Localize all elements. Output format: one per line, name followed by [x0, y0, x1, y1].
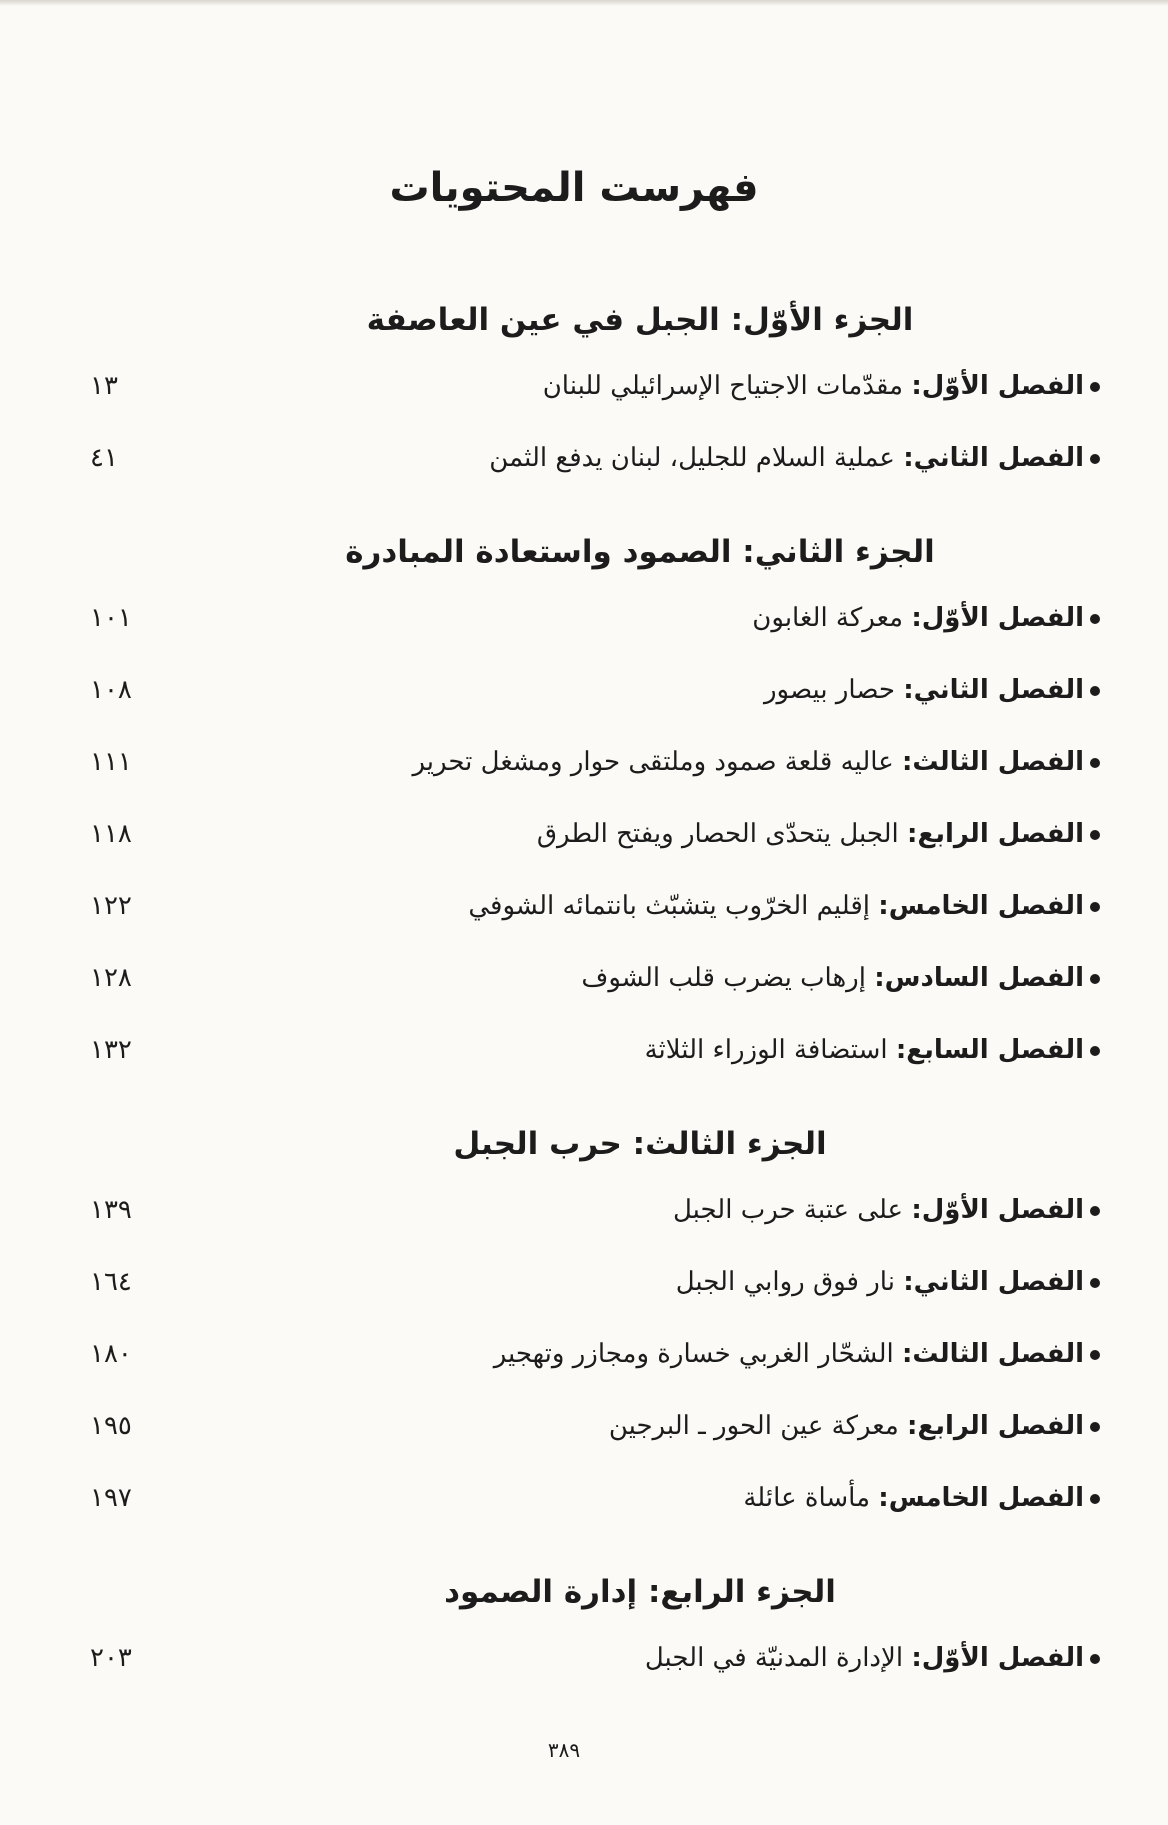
chapter-text — [676, 1267, 1100, 1297]
chapter-label: الفصل الأوّل: — [911, 1643, 1084, 1673]
chapter-entry — [90, 350, 1100, 422]
chapter-page: ١٠١ — [90, 603, 132, 633]
chapter-title: الشحّار الغربي خسارة ومجازر وتهجير — [493, 1339, 894, 1369]
chapter-entry — [90, 582, 1100, 654]
part-title: الجزء الأوّل: الجبل في عين العاصفة — [366, 302, 914, 338]
chapter-title: معركة عين الحور ـ البرجين — [608, 1411, 899, 1441]
chapter-title: استضافة الوزراء الثلاثة — [644, 1035, 888, 1065]
page-title: فهرست المحتويات — [389, 165, 759, 211]
chapter-title: حصار بيصور — [763, 675, 895, 705]
chapter-text — [581, 963, 1100, 993]
chapter-page: ١٠٨ — [90, 675, 132, 705]
chapter-page: ٤١ — [90, 443, 118, 473]
chapter-label: الفصل الخامس: — [878, 1483, 1084, 1513]
chapter-title: مقدّمات الاجتياح الإسرائيلي للبنان — [542, 371, 904, 401]
bullet-icon — [1090, 1654, 1100, 1664]
chapter-label: الفصل الأوّل: — [911, 371, 1084, 401]
part-title: الجزء الرابع: إدارة الصمود — [444, 1574, 836, 1610]
chapter-entry — [90, 1246, 1100, 1318]
chapter-entry — [90, 1318, 1100, 1390]
chapter-title: نار فوق روابي الجبل — [675, 1267, 895, 1297]
part-3 — [90, 1114, 1100, 1534]
bullet-icon — [1090, 902, 1100, 912]
chapter-title: عاليه قلعة صمود وملتقى حوار ومشغل تحرير — [412, 747, 894, 777]
chapter-entry — [90, 942, 1100, 1014]
chapter-label: الفصل الخامس: — [878, 891, 1084, 921]
chapter-page: ١٨٠ — [90, 1339, 132, 1369]
chapter-entry — [90, 1014, 1100, 1086]
chapter-text — [673, 1195, 1100, 1225]
chapter-page: ١٩٥ — [90, 1411, 132, 1441]
bullet-icon — [1090, 758, 1100, 768]
chapter-text — [752, 603, 1100, 633]
chapter-entry — [90, 726, 1100, 798]
chapter-entry — [90, 1462, 1100, 1534]
bullet-icon — [1090, 686, 1100, 696]
chapter-text — [494, 1339, 1100, 1369]
part-title: الجزء الثالث: حرب الجبل — [453, 1126, 827, 1162]
bullet-icon — [1090, 1206, 1100, 1216]
bullet-icon — [1090, 1494, 1100, 1504]
table-of-contents — [90, 290, 1100, 1694]
part-2 — [90, 522, 1100, 1086]
chapter-text — [468, 891, 1100, 921]
chapter-text — [537, 819, 1100, 849]
chapter-text — [764, 675, 1100, 705]
chapter-label: الفصل الثاني: — [903, 675, 1084, 705]
chapter-title: الجبل يتحدّى الحصار ويفتح الطرق — [536, 819, 899, 849]
chapter-entry — [90, 870, 1100, 942]
chapter-label: الفصل الأوّل: — [911, 1195, 1084, 1225]
chapter-text — [489, 443, 1100, 473]
chapter-page: ١١١ — [90, 747, 132, 777]
chapter-label: الفصل الثالث: — [902, 1339, 1084, 1369]
chapter-page: ١١٨ — [90, 819, 132, 849]
chapter-label: الفصل الثالث: — [902, 747, 1084, 777]
chapter-entry — [90, 654, 1100, 726]
bullet-icon — [1090, 1350, 1100, 1360]
chapter-label: الفصل الرابع: — [907, 819, 1084, 849]
chapter-title: على عتبة حرب الجبل — [672, 1195, 904, 1225]
page-edge — [0, 0, 1168, 6]
page-number: ٣٨٩ — [547, 1738, 581, 1762]
chapter-text — [609, 1411, 1100, 1441]
chapter-text — [412, 747, 1100, 777]
chapter-page: ١٩٧ — [90, 1483, 132, 1513]
bullet-icon — [1090, 830, 1100, 840]
bullet-icon — [1090, 1046, 1100, 1056]
chapter-text — [543, 371, 1100, 401]
chapter-text — [645, 1643, 1100, 1673]
part-4 — [90, 1562, 1100, 1694]
part-1 — [90, 290, 1100, 494]
chapter-entry — [90, 1390, 1100, 1462]
chapter-label: الفصل الرابع: — [907, 1411, 1084, 1441]
bullet-icon — [1090, 1422, 1100, 1432]
chapter-entry — [90, 1174, 1100, 1246]
chapter-title: مأساة عائلة — [743, 1483, 871, 1513]
chapter-entry — [90, 422, 1100, 494]
chapter-entry — [90, 798, 1100, 870]
chapter-page: ١٢٨ — [90, 963, 132, 993]
chapter-title: إقليم الخرّوب يتشبّث بانتمائه الشوفي — [468, 891, 871, 921]
chapter-label: الفصل السادس: — [874, 963, 1084, 993]
chapter-label: الفصل السابع: — [895, 1035, 1084, 1065]
chapter-entry — [90, 1622, 1100, 1694]
chapter-title: الإدارة المدنيّة في الجبل — [644, 1643, 904, 1673]
chapter-label: الفصل الثاني: — [903, 443, 1084, 473]
part-title: الجزء الثاني: الصمود واستعادة المبادرة — [345, 534, 935, 570]
bullet-icon — [1090, 454, 1100, 464]
chapter-text — [645, 1035, 1100, 1065]
chapter-page: ١٣ — [90, 371, 118, 401]
chapter-title: إرهاب يضرب قلب الشوف — [581, 963, 866, 993]
chapter-label: الفصل الثاني: — [903, 1267, 1084, 1297]
chapter-text — [743, 1483, 1100, 1513]
bullet-icon — [1090, 974, 1100, 984]
bullet-icon — [1090, 382, 1100, 392]
bullet-icon — [1090, 614, 1100, 624]
chapter-page: ١٢٢ — [90, 891, 132, 921]
chapter-label: الفصل الأوّل: — [911, 603, 1084, 633]
bullet-icon — [1090, 1278, 1100, 1288]
chapter-title: عملية السلام للجليل، لبنان يدفع الثمن — [489, 443, 895, 473]
chapter-page: ١٦٤ — [90, 1267, 132, 1297]
chapter-title: معركة الغابون — [752, 603, 904, 633]
chapter-page: ٢٠٣ — [90, 1643, 132, 1673]
chapter-page: ١٣٢ — [90, 1035, 132, 1065]
chapter-page: ١٣٩ — [90, 1195, 132, 1225]
